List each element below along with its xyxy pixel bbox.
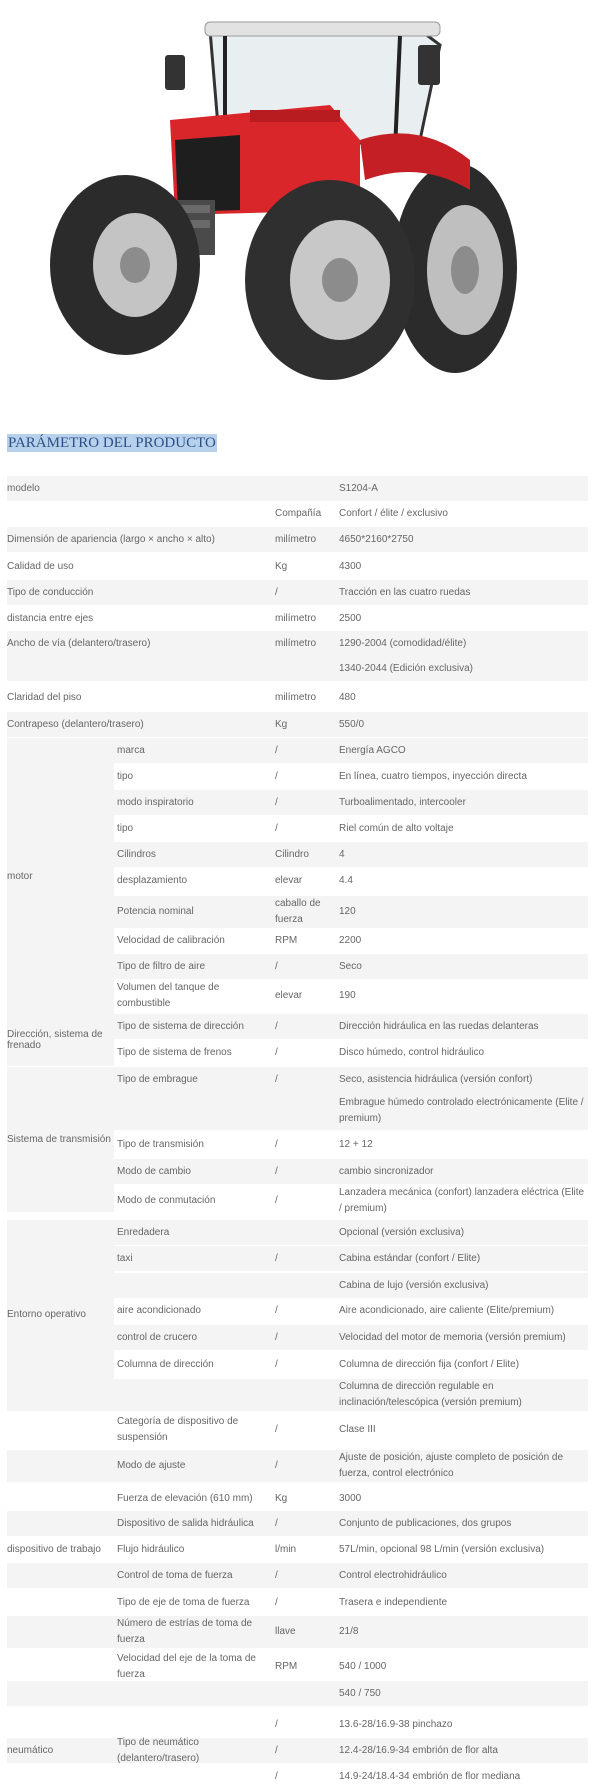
table-cell-c3: / — [275, 796, 278, 808]
table-cell-c3: l/min — [275, 1543, 297, 1555]
table-cell-c4: Trasera e independiente — [339, 1596, 448, 1608]
table-cell-c3: / — [275, 1046, 278, 1058]
table-cell-c3: milímetro — [275, 691, 317, 703]
table-cell-c4: 4650*2160*2750 — [339, 533, 414, 545]
table-row — [7, 712, 588, 737]
group-label-motor: motor — [7, 738, 114, 1014]
table-cell-c3: / — [275, 822, 278, 834]
table-cell-c2: Modo de cambio — [117, 1165, 191, 1177]
table-cell-c2: Columna de dirección — [117, 1358, 214, 1370]
table-cell-c2: desplazamiento — [117, 874, 188, 886]
table-cell-c4: En línea, cuatro tiempos, inyección directa — [339, 770, 527, 782]
table-cell-c1: Contrapeso (delantero/trasero) — [7, 718, 144, 730]
table-cell-c3: / — [275, 1195, 278, 1206]
table-cell-c3: Cilindro — [275, 848, 309, 860]
table-cell-c3: Kg — [275, 718, 288, 730]
table-cell-c4: 57L/min, opcional 98 L/min (versión exclusiva) — [339, 1543, 545, 1555]
table-cell-c4: Columna de dirección fija (confort / Elite) — [339, 1358, 520, 1370]
table-cell-c2: Tipo de transmisión — [117, 1138, 204, 1150]
table-cell-c3: Kg — [275, 560, 288, 572]
table-cell-c1: Ancho de vía (delantero/trasero) — [7, 637, 151, 649]
table-cell-c3: / — [275, 770, 278, 782]
table-cell-c3: / — [275, 1252, 278, 1264]
table-cell-c3: / — [275, 1424, 278, 1435]
table-cell-c2: Velocidad del eje de la toma de fuerza — [117, 1652, 256, 1680]
table-cell-c1: Tipo de conducción — [7, 586, 94, 598]
table-row — [7, 631, 588, 656]
table-cell-c3: / — [275, 1718, 278, 1730]
table-cell-c4: 13.6-28/16.9-38 pinchazo — [339, 1718, 453, 1730]
table-cell-c3: / — [275, 1020, 278, 1032]
table-cell-c4: Cabina estándar (confort / Elite) — [339, 1252, 481, 1264]
table-cell-c4: 540 / 750 — [339, 1687, 381, 1699]
table-cell-c4: Seco, asistencia hidráulica (versión confort) — [339, 1073, 533, 1085]
table-cell-c4: Velocidad del motor de memoria (versión premium) — [339, 1331, 566, 1343]
table-cell-c4: 1340-2044 (Edición exclusiva) — [339, 662, 473, 674]
table-cell-c3: / — [275, 960, 278, 972]
table-cell-c3: / — [275, 1165, 278, 1177]
table-cell-c3: Compañía — [275, 507, 322, 519]
table-row — [7, 476, 588, 501]
table-cell-c2: Fuerza de elevación (610 mm) — [117, 1492, 253, 1504]
table-cell-c4: Ajuste de posición, ajuste completo de posición de fuerza, control electrónico — [339, 1452, 564, 1479]
table-cell-c2: Modo de ajuste — [117, 1460, 186, 1471]
table-cell-c4: 14.9-24/18.4-34 embrión de flor mediana — [339, 1770, 521, 1782]
group-label-transmision: Sistema de transmisión — [7, 1067, 114, 1212]
table-cell-c2: aire acondicionado — [117, 1304, 201, 1316]
table-cell-c3: / — [275, 1770, 278, 1782]
table-cell-c2: Categoría de dispositivo de suspensión — [117, 1416, 239, 1443]
table-row — [7, 685, 588, 710]
table-cell-c4: Riel común de alto voltaje — [339, 822, 454, 834]
table-cell-c3: RPM — [275, 1660, 298, 1672]
table-cell-c1: Dimensión de apariencia (largo × ancho × alto) — [7, 533, 215, 545]
table-cell-c1: Claridad del piso — [7, 691, 82, 703]
table-cell-c4: Embrague húmedo controlado electrónicamente (Elite / premium) — [339, 1097, 584, 1124]
table-cell-c4: cambio sincronizador — [339, 1165, 434, 1177]
table-cell-c4: Tracción en las cuatro ruedas — [339, 586, 471, 598]
table-cell-c4: 480 — [339, 691, 356, 703]
table-cell-c3: / — [275, 1517, 278, 1529]
table-cell-c1: Calidad de uso — [7, 560, 74, 572]
table-cell-c4: Cabina de lujo (versión exclusiva) — [339, 1279, 489, 1291]
group-label-direccion: Dirección, sistema de frenado — [7, 1014, 114, 1066]
table-cell-c2: Velocidad de calibración — [117, 934, 225, 946]
table-cell-c2: tipo — [117, 770, 134, 782]
table-cell-c4: 21/8 — [339, 1626, 359, 1637]
table-cell-c4: 12.4-28/16.9-34 embrión de flor alta — [339, 1744, 498, 1756]
table-cell-c2: Tipo de filtro de aire — [117, 960, 206, 972]
table-cell-c2: Cilindros — [117, 848, 156, 860]
table-cell-c3: llave — [275, 1626, 296, 1637]
section-heading: PARÁMETRO DEL PRODUCTO — [8, 435, 216, 451]
table-cell-c2: Flujo hidráulico — [117, 1543, 185, 1555]
table-cell-c4: 12 + 12 — [339, 1138, 373, 1150]
table-row — [7, 1681, 588, 1706]
table-row — [7, 606, 588, 631]
table-cell-c2: Modo de conmutación — [117, 1195, 216, 1206]
table-cell-c4: Energía AGCO — [339, 744, 406, 756]
table-cell-c4: Clase III — [339, 1424, 376, 1435]
tractor-image — [0, 0, 608, 400]
table-cell-c3: caballo de fuerza — [275, 898, 321, 925]
table-cell-c2: Tipo de eje de toma de fuerza — [117, 1596, 250, 1608]
table-cell-c4: 540 / 1000 — [339, 1660, 387, 1672]
table-cell-c4: Columna de dirección regulable en inclinación/telescópica (versión premium) — [339, 1381, 522, 1408]
table-cell-c3: / — [275, 1358, 278, 1370]
table-cell-c4: Lanzadera mecánica (confort) lanzadera eléctrica (Elite / premium) — [339, 1187, 585, 1214]
group-label-neumatico: neumático — [7, 1745, 54, 1756]
group-label-entorno: Entorno operativo — [7, 1220, 114, 1408]
table-cell-c3: milímetro — [275, 533, 317, 545]
table-cell-c3: / — [275, 1073, 278, 1085]
table-cell-c4: Dirección hidráulica en las ruedas delanteras — [339, 1020, 539, 1032]
table-cell-c2: Potencia nominal — [117, 906, 194, 917]
table-cell-c2: Tipo de sistema de dirección — [117, 1020, 244, 1032]
table-cell-c3: / — [275, 1596, 278, 1608]
table-cell-c4: 4.4 — [339, 874, 353, 886]
table-cell-c3: / — [275, 1569, 278, 1581]
table-cell-c3: milímetro — [275, 612, 317, 624]
table-cell-c2: Dispositivo de salida hidráulica — [117, 1517, 254, 1529]
table-cell-c4: 2200 — [339, 934, 362, 946]
table-cell-c4: 120 — [339, 906, 356, 917]
table-cell-c1: modelo — [7, 482, 40, 494]
table-cell-c4: Disco húmedo, control hidráulico — [339, 1046, 485, 1058]
table-cell-c4: Confort / élite / exclusivo — [339, 507, 448, 519]
table-row — [7, 580, 588, 605]
table-cell-c4: Conjunto de publicaciones, dos grupos — [339, 1517, 512, 1529]
table-cell-c4: Turboalimentado, intercooler — [339, 796, 466, 808]
table-cell-c3: / — [275, 1460, 278, 1471]
table-cell-c3: / — [275, 744, 278, 756]
table-cell-c2: Enredadera — [117, 1226, 170, 1238]
table-cell-c3: / — [275, 1744, 278, 1756]
table-cell-c2: taxi — [117, 1252, 133, 1264]
table-cell-c2: Tipo de embrague — [117, 1073, 198, 1085]
table-cell-c2: control de crucero — [117, 1331, 198, 1343]
table-cell-c4: Opcional (versión exclusiva) — [339, 1226, 465, 1238]
table-cell-c3: / — [275, 1304, 278, 1316]
table-cell-c4: 4 — [339, 848, 345, 860]
table-cell-c4: Control electrohidráulico — [339, 1569, 447, 1581]
table-row — [7, 527, 588, 552]
table-cell-c3: RPM — [275, 934, 298, 946]
table-cell-c3: / — [275, 1331, 278, 1343]
table-cell-c3: elevar — [275, 990, 303, 1001]
table-cell-c4: 4300 — [339, 560, 362, 572]
table-cell-c1: distancia entre ejes — [7, 612, 94, 624]
table-cell-c3: milímetro — [275, 637, 317, 649]
table-cell-c2: tipo — [117, 822, 134, 834]
table-cell-c4: 3000 — [339, 1492, 362, 1504]
table-cell-c3: Kg — [275, 1492, 288, 1504]
table-cell-c2: Volumen del tanque de combustible — [117, 982, 220, 1009]
group-label-trabajo: dispositivo de trabajo — [7, 1543, 101, 1555]
table-cell-c4: Seco — [339, 960, 362, 972]
table-row — [7, 656, 588, 681]
table-cell-c2: Control de toma de fuerza — [117, 1569, 233, 1581]
table-cell-c2: modo inspiratorio — [117, 796, 194, 808]
table-row — [7, 501, 588, 526]
table-cell-c4: 550/0 — [339, 718, 365, 730]
table-cell-c4: 1290-2004 (comodidad/élite) — [339, 637, 467, 649]
table-cell-c3: elevar — [275, 874, 303, 886]
table-cell-c3: / — [275, 586, 278, 598]
table-cell-c4: Aire acondicionado, aire caliente (Elite/premium) — [339, 1304, 555, 1316]
table-cell-c3: / — [275, 1138, 278, 1150]
table-cell-c2: Número de estrías de toma de fuerza — [117, 1618, 253, 1645]
table-cell-c4: 2500 — [339, 612, 362, 624]
table-cell-c2: Tipo de neumático (delantero/trasero) — [117, 1736, 200, 1764]
table-cell-c2: Tipo de sistema de frenos — [117, 1046, 232, 1058]
table-cell-c4: S1204-A — [339, 482, 378, 494]
table-row — [7, 554, 588, 579]
table-cell-c4: 190 — [339, 990, 356, 1001]
table-cell-c2: marca — [117, 744, 145, 756]
